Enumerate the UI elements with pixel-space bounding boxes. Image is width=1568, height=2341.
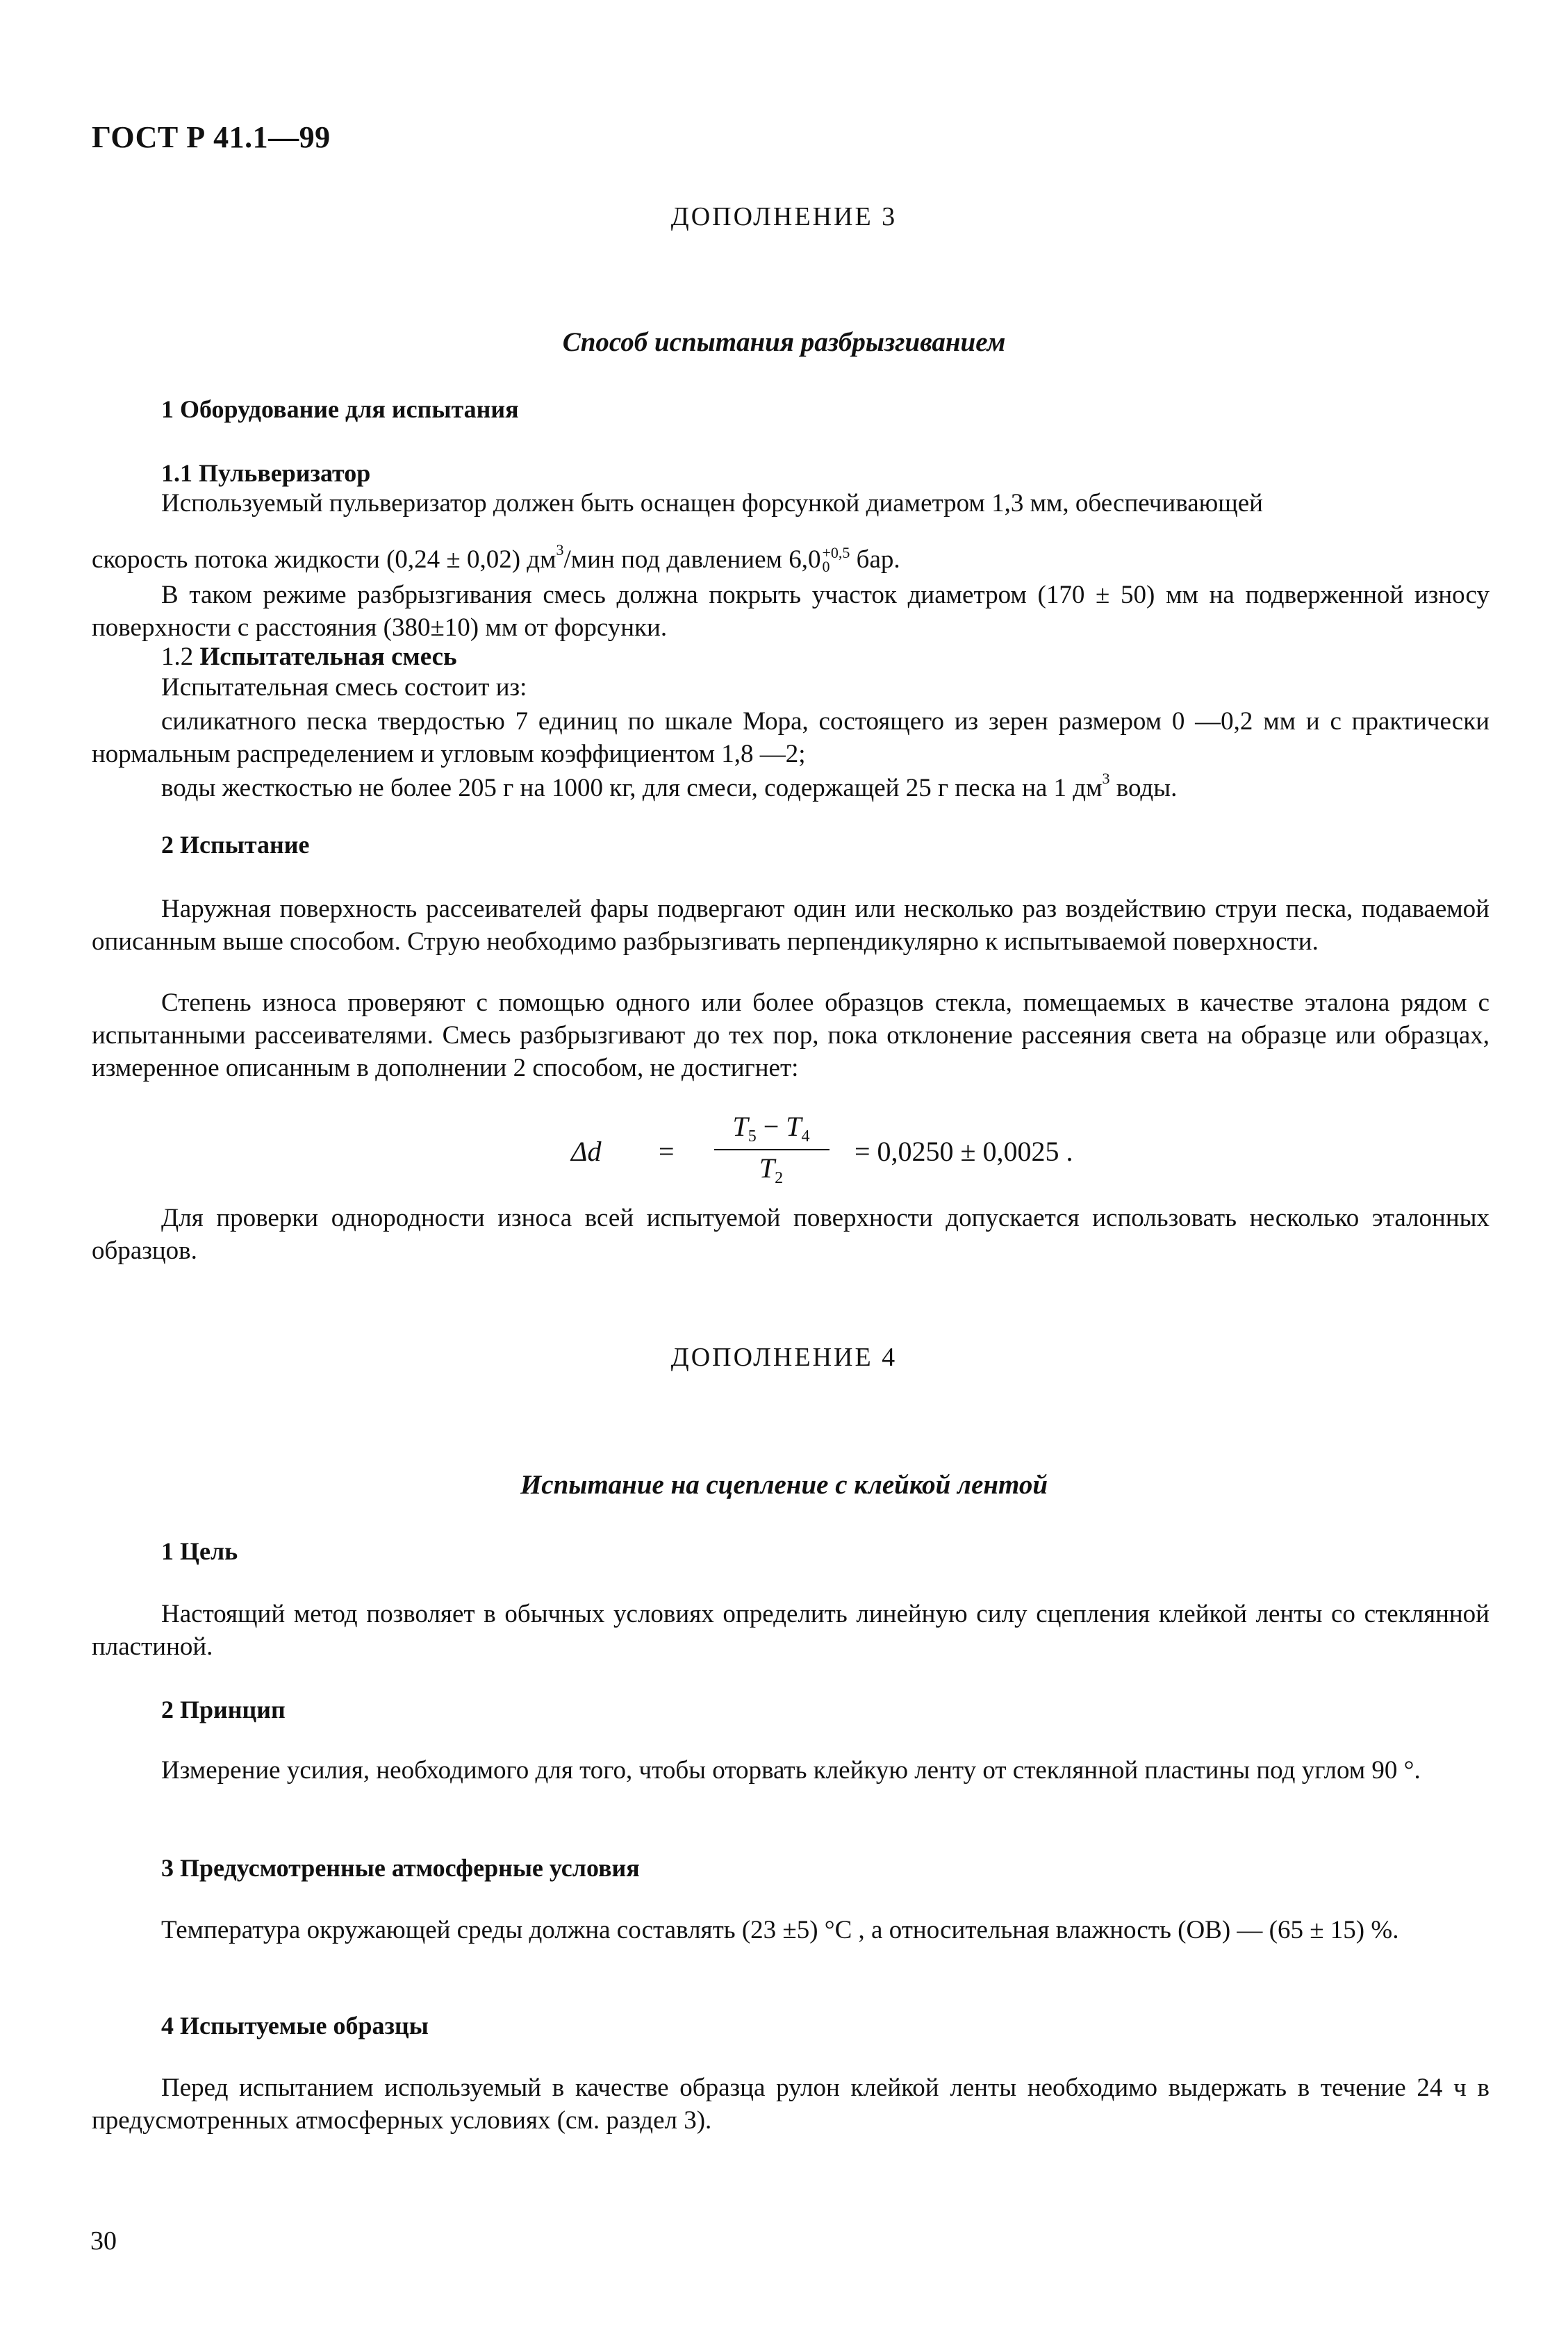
section-1-1-title: 1.1 Пульверизатор [161,459,371,487]
paragraph-sand: силикатного песка твердостью 7 единиц по шкале Мора, состоящего из зерен размером 0 —0,2 мм и с практически нормальным распределением и угловым коэффициентом 1,8 —2; [92,707,1489,768]
appendix-4-title: Испытание на сцепление с клейкой лентой [520,1470,1048,1500]
fraction-bar [714,1149,830,1150]
t4-sub: 4 [801,1127,810,1145]
appendix-4-heading: ДОПОЛНЕНИЕ 4 [670,1343,898,1372]
a4-section-4-title: 4 Испытуемые образцы [161,2012,429,2040]
tolerance-lower: 0 [822,558,830,575]
paragraph-mixture-intro: Испытательная смесь состоит из: [161,673,527,702]
formula-equals: = [659,1136,675,1167]
t2: T [759,1152,775,1184]
superscript-3-water: 3 [1102,770,1110,787]
paragraph-uniformity: Для проверки однородности износа всей испытуемой поверхности допускается использовать несколько эталонных образцов. [92,1204,1489,1265]
section-2-title: 2 Испытание [161,831,310,859]
a4-paragraph-principle: Измерение усилия, необходимого для того, чтобы оторвать клейкую ленту от стеклянной пластины под углом 90 °. [161,1756,1421,1785]
t5-sub: 5 [748,1127,757,1145]
appendix-3-heading: ДОПОЛНЕНИЕ 3 [670,202,898,231]
t5: T [732,1111,748,1142]
pressure-text: /мин под давлением 6,0 [563,545,821,574]
page-number: 30 [90,2226,117,2256]
paragraph-sprayer-line1: Используемый пульверизатор должен быть оснащен форсункой диаметром 1,3 мм, обеспечивающей [161,489,1263,518]
formula-denominator [702,1152,841,1188]
a4-section-2-title: 2 Принцип [161,1696,286,1723]
formula-lhs-text: Δd [571,1136,602,1167]
t2-sub: 2 [775,1169,784,1187]
section-1-2-number: 1.2 [161,643,200,671]
paragraph-test-procedure: Наружная поверхность рассеивателей фары подвергают один или несколько раз воздействию струи песка, подаваемой описанным выше способом. Струю необходимо разбрызгивать перпендикулярно к испытываемой поверхности. [92,895,1489,956]
a4-section-3-title: 3 Предусмотренные атмосферные условия [161,1854,640,1882]
a4-paragraph-purpose: Настоящий метод позволяет в обычных условиях определить линейную силу сцепления клейкой ленты со стеклянной пластиной. [92,1600,1489,1661]
section-1-title: 1 Оборудование для испытания [161,395,519,423]
formula-delta-d [556,1110,1084,1193]
a4-section-1-title: 1 Цель [161,1537,238,1565]
paragraph-water [161,770,1177,803]
a4-paragraph-samples: Перед испытанием используемый в качестве образца рулон клейкой ленты необходимо выдержать в течение 24 ч в предусмотренных атмосферных условиях (см. раздел 3). [92,2074,1489,2135]
water-text-end: воды. [1109,774,1178,802]
formula-lhs [571,1135,601,1168]
minus-sign: − [756,1111,786,1142]
superscript-3: 3 [556,541,564,559]
appendix-3-title: Способ испытания разбрызгиванием [562,327,1006,357]
water-text: воды жесткостью не более 205 г на 1000 кг, для смеси, содержащей 25 г песка на 1 дм [161,774,1103,802]
document-header: ГОСТ Р 41.1—99 [92,120,331,154]
pressure-unit: бар. [850,545,900,574]
pressure-tolerance [822,546,850,574]
paragraph-spray-mode: В таком режиме разбрызгивания смесь должна покрыть участок диаметром (170 ± 50) мм на подверженной износу поверхности с расстояния (380±10) мм от форсунки. [92,581,1489,642]
tolerance-upper: +0,5 [822,544,850,561]
flow-rate-text: скорость потока жидкости (0,24 ± 0,02) дм [92,545,556,574]
section-1-2-label: Испытательная смесь [199,643,457,671]
a4-paragraph-conditions: Температура окружающей среды должна составлять (23 ±5) °С , а относительная влажность (ОВ) — (65 ± 15) %. [161,1916,1399,1944]
paragraph-wear-check: Степень износа проверяют с помощью одного или более образцов стекла, помещаемых в качестве эталона рядом с испытанными рассеивателями. Смесь разбрызгивают до тех пор, пока отклонение рассеяния света на образце или образцах, измеренное описанным в дополнении 2 способом, не достигнет: [92,988,1489,1082]
t4: T [786,1111,802,1142]
formula-numerator [702,1110,841,1146]
paragraph-sprayer-line2 [92,533,1489,576]
formula-rhs: = 0,0250 ± 0,0025 . [855,1136,1073,1167]
section-1-2-title [161,642,457,672]
